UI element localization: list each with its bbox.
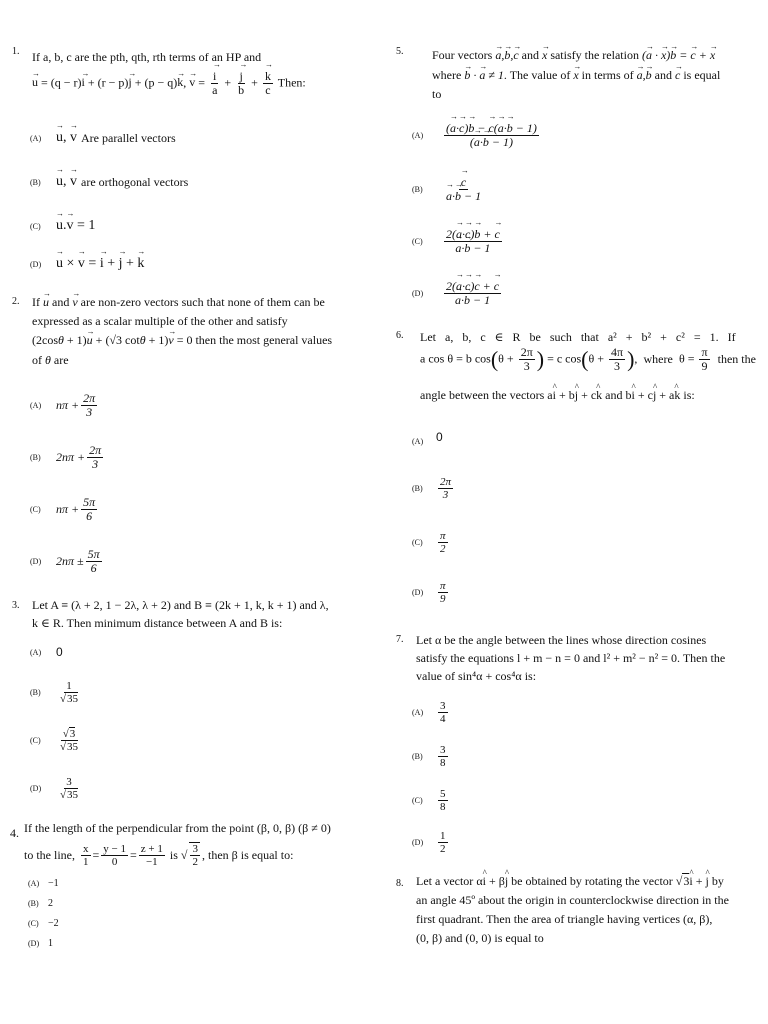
option-label: (B) [412, 185, 423, 195]
option-label: (A) [412, 131, 424, 141]
option-b[interactable]: (B) → c → a·→ b − 1 [412, 176, 485, 203]
question-stem-math: → u = (q − r)→ i + (r − p)→ j + (p − q)→ k, → v = → $\frac{i}{a}$ + → $\frac{j}{b}$ + → $\frac{k}{c}$ Then: [32, 70, 306, 97]
option-d[interactable]: (D) 2nπ ± $\frac{5\pi}{6}$ [30, 547, 100, 576]
option-value: 0 [56, 645, 63, 659]
option-label: (A) [30, 133, 42, 143]
option-a[interactable]: (A) $\frac{(\to a\cdot\to c)\to b - \to c(\to a\cdot\to b - 1)}{(\to a\cdot\to b - 1)}$ [412, 122, 541, 149]
option-label: (C) [412, 796, 423, 806]
option-a[interactable]: (A) → u, → v Are parallel vectors [30, 130, 176, 146]
option-a[interactable]: (A) $\frac{3}{4}$ [412, 700, 446, 726]
question-number: 2. [12, 296, 20, 307]
question-stem: Let a vector α^ i + β^ j be obtained by rotating the vector √3^ i + ^ j by [416, 872, 724, 891]
option-a[interactable] [30, 645, 63, 659]
question-stem: angle between the vectors a^ i + b^ j + c^ k and b^ i + c^ j + a^ k is: [420, 386, 695, 405]
option-value: −2 [48, 918, 59, 929]
question-stem: If a, b, c are the pth, qth, rth terms of an HP and [32, 50, 262, 64]
option-d[interactable]: (D) $\frac{\pi}{9}$ [412, 580, 446, 606]
option-label: (D) [30, 259, 42, 269]
option-d[interactable]: (D) 2(→ a·→ c)→ c + → c → a·→ b − 1 [412, 280, 503, 307]
option-value: −1 [48, 878, 59, 889]
question-stem: Let A ≡ (λ + 2, 1 − 2λ, λ + 2) and B ≡ (2k + 1, k, k + 1) and λ, [32, 598, 329, 612]
option-c[interactable] [28, 918, 59, 929]
option-label: (D) [412, 838, 424, 848]
option-label: (A) [412, 708, 424, 718]
question-stem: Let a, b, c ∈ R be such that a² + b² + c² = 1. If [420, 330, 736, 344]
question-stem: satisfy the equations l + m − n = 0 and l² + m² − n² = 0. Then the [416, 651, 726, 665]
option-b[interactable] [28, 898, 53, 909]
option-label: (D) [28, 939, 40, 948]
option-label: (D) [412, 289, 424, 299]
option-d[interactable]: (D) $\frac{1}{2}$ [412, 830, 446, 856]
option-c[interactable]: (C) $\frac{√3}{√35}$ [30, 728, 79, 754]
option-label: (C) [412, 538, 423, 548]
option-a[interactable]: (A) nπ + $\frac{2\pi}{3}$ [30, 391, 96, 420]
question-stem: Let α be the angle between the lines whose direction cosines [416, 633, 707, 647]
option-c[interactable]: (C) → u.→ v = 1 [30, 218, 95, 234]
question-stem: first quadrant. Then the area of triangle having vertices (α, β), [416, 912, 713, 926]
option-text: Are parallel vectors [81, 130, 176, 145]
option-label: (D) [30, 557, 42, 567]
question-stem: to the line, $\frac{x}{1}$ = $\frac{y - 1}{0}$ = $\frac{z + 1}{-1}$ is √ $\frac{3}{2}$ , then β is equal to: [24, 842, 294, 869]
question-stem: an angle 45º about the origin in counterclockwise direction in the [416, 893, 729, 907]
question-stem-math: a cos θ = b cos(θ + $\frac{2\pi}{3}$ ) = c cos(θ + $\frac{4\pi}{3}$ ), where θ = $\frac{\pi}{9}$ then the [420, 345, 756, 374]
option-b[interactable]: (B) 2nπ + $\frac{2\pi}{3}$ [30, 443, 102, 472]
question-stem: value of sin⁴α + cos⁴α is: [416, 669, 537, 683]
option-c[interactable]: (C) 2(→ a·→ c)→ b + → c → a·→ b − 1 [412, 228, 504, 255]
question-number: 3. [12, 600, 20, 611]
option-value: 0 [436, 430, 443, 444]
option-label: (B) [28, 899, 39, 908]
option-d[interactable]: (D) $\frac{3}{√35}$ [30, 776, 79, 802]
option-label: (C) [30, 221, 41, 231]
option-c[interactable]: (C) $\frac{5}{8}$ [412, 788, 446, 814]
option-label: (D) [30, 784, 42, 794]
question-number: 7. [396, 634, 404, 645]
question-stem: k ∈ R. Then minimum distance between A and B is: [32, 616, 283, 630]
question-stem: of θ are [32, 353, 69, 367]
question-stem: Four vectors → a,→ b,→ c and → x satisfy the relation (→ a · → x)→ b = → c + → x [432, 46, 715, 65]
option-b[interactable]: (B) → u, → v are orthogonal vectors [30, 174, 188, 190]
question-number: 4. [10, 826, 19, 840]
question-stem: (2cosθ + 1)→ u + (√3 cotθ + 1)→ v = 0 then the most general values [32, 331, 332, 350]
option-a[interactable] [28, 878, 59, 889]
option-label: (C) [30, 736, 41, 746]
question-stem: (0, β) and (0, 0) is equal to [416, 931, 544, 945]
option-c[interactable]: (C) $\frac{\pi}{2}$ [412, 530, 446, 556]
question-stem: If the length of the perpendicular from the point (β, 0, β) (β ≠ 0) [24, 821, 331, 835]
option-label: (B) [412, 752, 423, 762]
option-d[interactable]: (D) → u × → v = → i + → j + → k [30, 256, 144, 272]
question-stem: to [432, 87, 442, 101]
option-label: (A) [28, 879, 40, 888]
option-value: 2 [48, 898, 53, 909]
option-b[interactable]: (B) $\frac{2\pi}{3}$ [412, 476, 452, 502]
question-number: 5. [396, 46, 404, 57]
option-label: (B) [30, 177, 41, 187]
option-label: (B) [30, 453, 41, 463]
question-stem: If → u and → v are non-zero vectors such that none of them can be [32, 293, 325, 312]
option-text: are orthogonal vectors [81, 174, 189, 189]
option-label: (A) [412, 436, 424, 446]
option-a[interactable] [412, 430, 443, 448]
option-label: (D) [412, 588, 424, 598]
question-number: 6. [396, 330, 404, 341]
option-d[interactable] [28, 938, 53, 949]
option-label: (C) [30, 505, 41, 515]
option-label: (B) [30, 688, 41, 698]
question-number: 8. [396, 878, 404, 889]
option-b[interactable]: (B) $\frac{3}{8}$ [412, 744, 446, 770]
question-number: 1. [12, 46, 20, 57]
option-b[interactable]: (B) $\frac{1}{√35}$ [30, 680, 79, 706]
option-value: 1 [48, 938, 53, 949]
question-stem: expressed as a scalar multiple of the other and satisfy [32, 314, 288, 328]
option-c[interactable]: (C) nπ + $\frac{5\pi}{6}$ [30, 495, 96, 524]
option-label: (C) [412, 237, 423, 247]
option-label: (A) [30, 401, 42, 411]
question-stem: where → b · → a ≠ 1. The value of → x in terms of → a,→ b and → c is equal [432, 66, 720, 85]
then-text: Then: [277, 75, 306, 90]
option-label: (A) [30, 647, 42, 657]
option-label: (B) [412, 484, 423, 494]
option-label: (C) [28, 919, 39, 928]
